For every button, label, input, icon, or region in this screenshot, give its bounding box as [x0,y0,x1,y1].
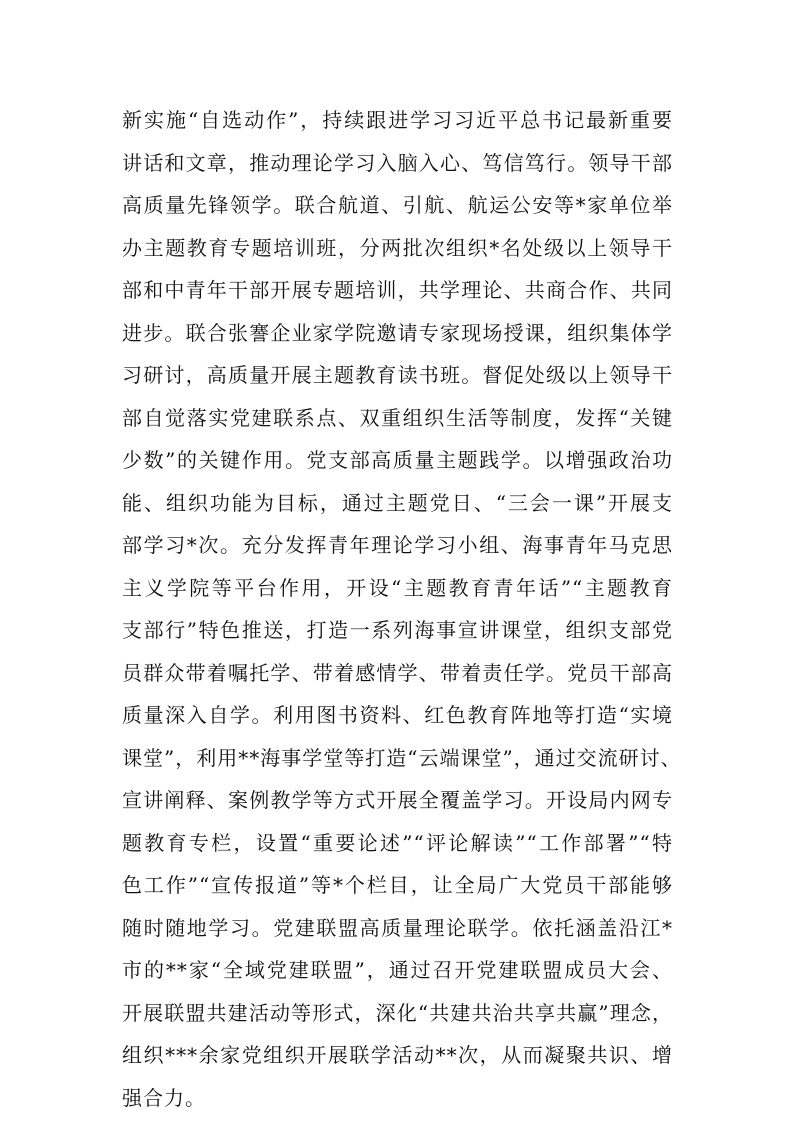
text-line: 部和中青年干部开展专题培训，共学理论、共商合作、共同 [122,278,673,302]
text-line: 办主题教育专题培训班，分两批次组织*名处级以上领导干 [122,235,673,260]
text-line: 题教育专栏，设置“重要论述”“评论解读”“工作部署”“特 [122,830,673,855]
text-line: 质量深入自学。利用图书资料、红色教育阵地等打造“实境 [122,703,673,727]
text-line: 色工作”“宣传报道”等*个栏目，让全局广大党员干部能够 [122,873,673,897]
text-line: 主义学院等平台作用，开设“主题教育青年话”“主题教育 [122,575,673,600]
text-line: 讲话和文章，推动理论学习入脑入心、笃信笃行。领导干部 [122,150,673,175]
text-line: 课堂”，利用**海事学堂等打造“云端课堂”，通过交流研讨、 [122,745,682,770]
text-line: 新实施“自选动作”，持续跟进学习习近平总书记最新重要 [122,108,673,132]
text-line: 开展联盟共建活动等形式，深化“共建共治共享共赢”理念， [122,1000,673,1025]
text-line: 部自觉落实党建联系点、双重组织生活等制度，发挥“关键 [122,405,673,430]
text-line: 能、组织功能为目标，通过主题党日、“三会一课”开展支 [122,490,673,515]
text-line: 宣讲阐释、案例教学等方式开展全覆盖学习。开设局内网专 [122,788,673,812]
text-line: 部学习*次。充分发挥青年理论学习小组、海事青年马克思 [122,533,673,557]
text-line: 随时随地学习。党建联盟高质量理论联学。依托涵盖沿江* [122,915,673,940]
text-line: 支部行”特色推送，打造一系列海事宣讲课堂，组织支部党 [122,618,673,642]
text-line: 员群众带着嘱托学、带着感情学、带着责任学。党员干部高 [122,660,673,685]
text-line: 市的**家“全域党建联盟”，通过召开党建联盟成员大会、 [122,958,673,982]
text-line: 进步。联合张謇企业家学院邀请专家现场授课，组织集体学 [122,320,673,345]
text-line: 习研讨，高质量开展主题教育读书班。督促处级以上领导干 [122,363,673,387]
text-line: 少数”的关键作用。党支部高质量主题践学。以增强政治功 [122,448,673,472]
text-line: 强合力。 [122,1085,206,1110]
body-paragraph [122,99,682,1119]
text-line: 组织***余家党组织开展联学活动**次，从而凝聚共识、增 [122,1043,673,1067]
text-line: 高质量先锋领学。联合航道、引航、航运公安等*家单位举 [122,193,673,217]
